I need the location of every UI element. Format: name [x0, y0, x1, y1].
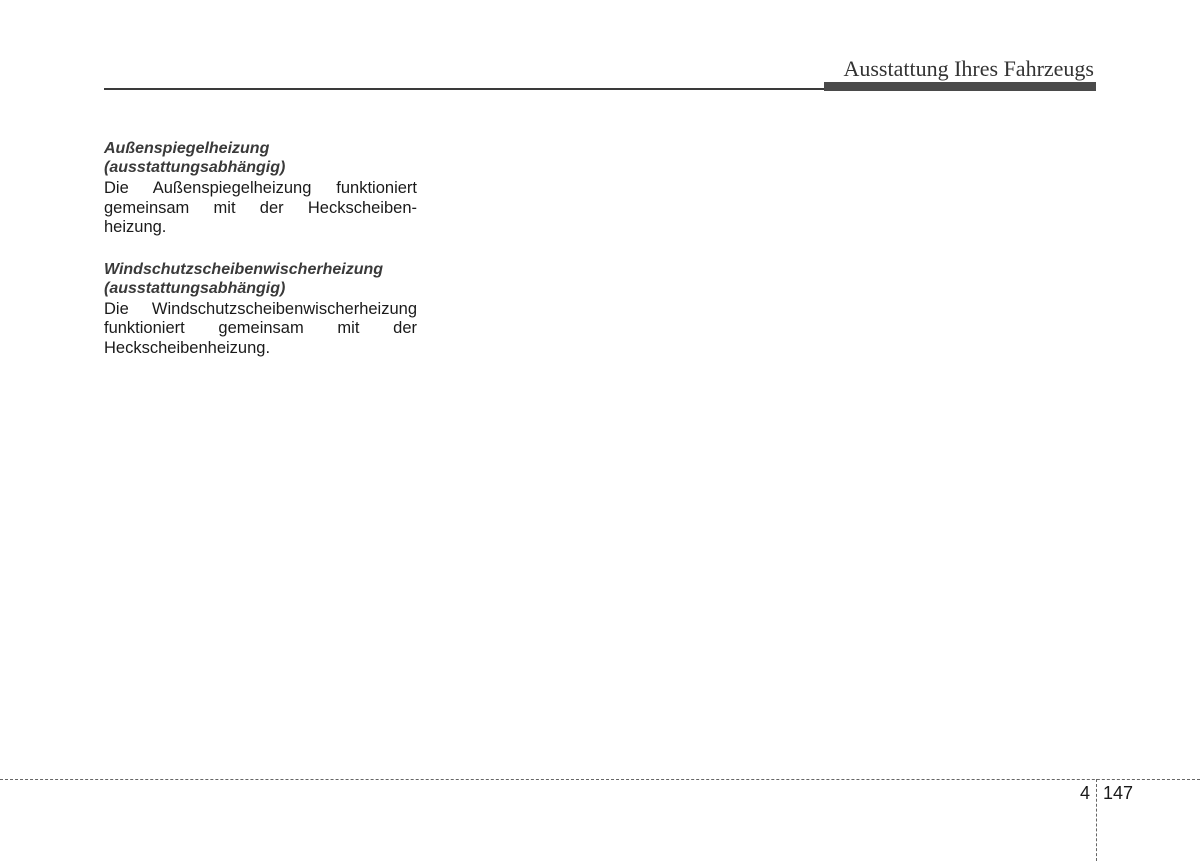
section-heading-note: (ausstattungsabhängig): [104, 159, 286, 176]
header-bar: [824, 82, 1096, 91]
section-heading: [104, 260, 417, 298]
footer-rule: [0, 779, 1200, 780]
page-number: 147: [1103, 783, 1134, 803]
section-heading: [104, 139, 417, 177]
page-header-title: Ausstattung Ihres Fahrzeugs: [843, 56, 1094, 81]
section-wiper-heating: [104, 260, 417, 359]
footer-divider: [1096, 779, 1097, 861]
header-rule: [104, 88, 824, 90]
chapter-number: 4: [1080, 783, 1091, 803]
section-heading-note: (ausstattungsabhängig): [104, 279, 286, 297]
section-heading-title: Windschutzscheibenwischerheizung: [104, 260, 384, 278]
section-body: Die Außenspiegelheizung funktioniert gemeinsam mit der Heckscheiben-heizung.: [104, 179, 417, 236]
section-mirror-heating: [104, 139, 417, 238]
section-heading-title: Außenspiegelheizung: [104, 140, 270, 157]
section-body: Die Windschutzscheibenwischerheizung funktioniert gemeinsam mit der Heckscheibenheizung.: [104, 299, 417, 357]
main-content: [104, 139, 417, 380]
